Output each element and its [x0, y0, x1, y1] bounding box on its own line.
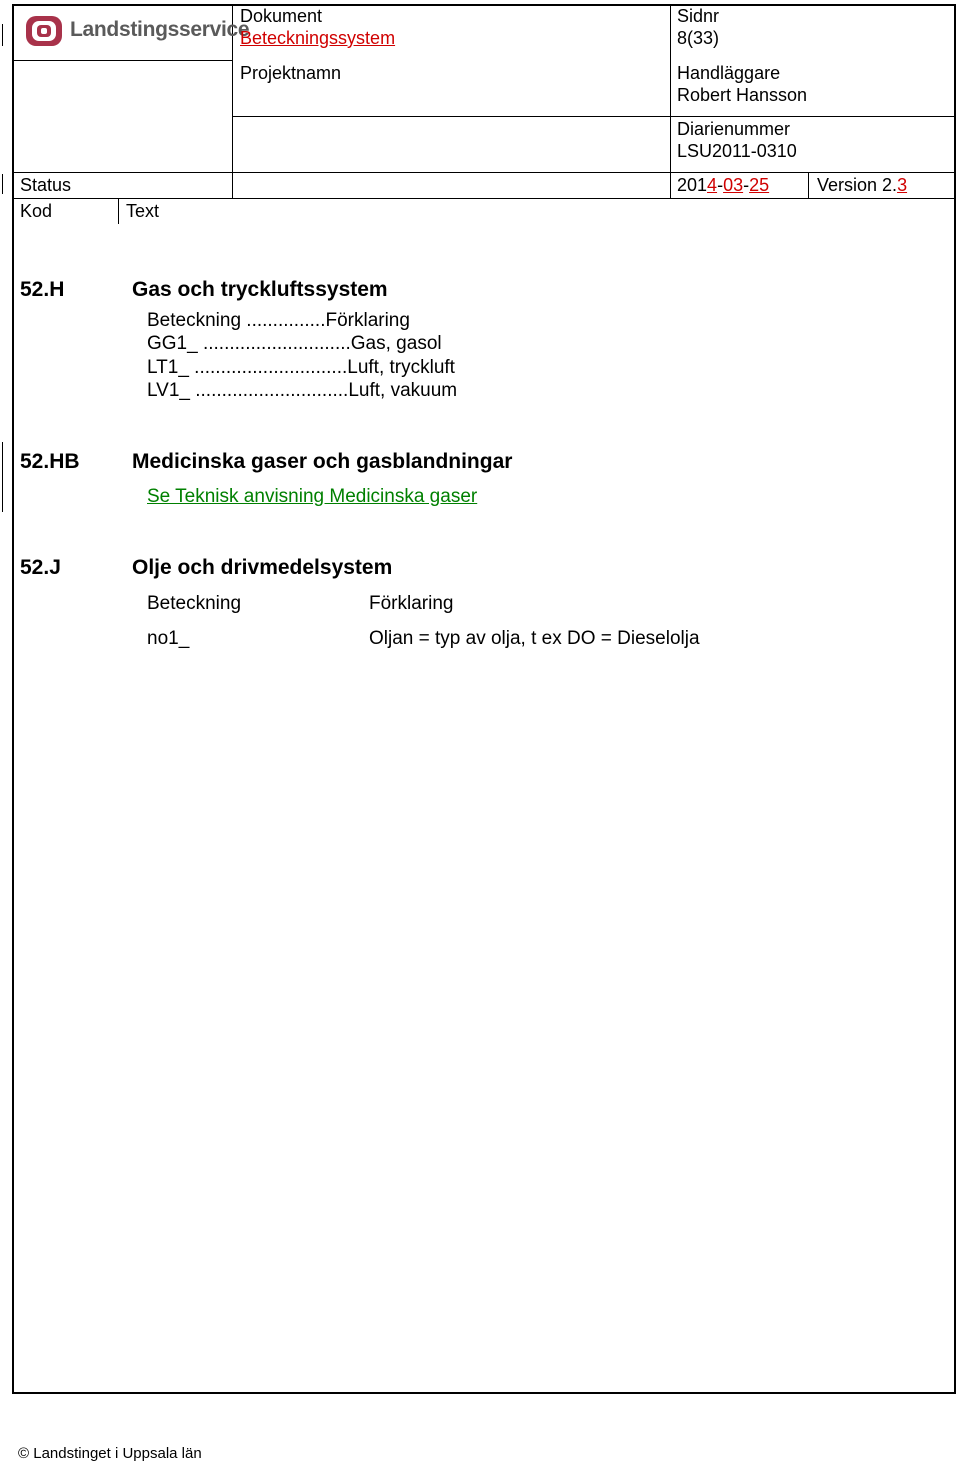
table-cell: Oljan = typ av olja, t ex DO = Dieselolja [369, 628, 700, 649]
reference-link[interactable]: Se Teknisk anvisning Medicinska gaser [147, 486, 478, 507]
date [677, 174, 769, 196]
handlaggare-value: Robert Hansson [677, 85, 808, 105]
column-header: Beteckning [147, 593, 242, 614]
handlaggare-label: Handläggare [677, 63, 781, 83]
section-title: Medicinska gaser och gasblandningar [132, 450, 513, 473]
section-code: 52.J [20, 556, 61, 579]
logo-mark-icon [24, 12, 64, 50]
list-item: Beteckning ...............Förklaring [147, 310, 410, 331]
diarienummer-label: Diarienummer [677, 119, 791, 139]
header-divider [14, 60, 232, 61]
logo [24, 12, 250, 52]
sidnr-value: 8(33) [677, 28, 720, 48]
status-label: Status [20, 175, 72, 195]
text-label: Text [126, 201, 160, 221]
header-divider [14, 198, 956, 199]
version-suffix: 3 [897, 175, 908, 195]
column-header: Förklaring [369, 593, 454, 614]
date-part: - [743, 175, 750, 195]
header-divider [808, 172, 809, 198]
date-part: 03 [723, 175, 744, 195]
logo-text: Landstingsservice [70, 18, 250, 41]
list-item: LT1_ .............................Luft, tryckluft [147, 357, 455, 378]
change-bar [2, 442, 3, 512]
dokument-label: Dokument [240, 6, 323, 26]
projektnamn-label: Projektnamn [240, 63, 342, 83]
change-bar [2, 24, 3, 46]
date-part: 4 [707, 175, 718, 195]
header-divider [232, 116, 956, 117]
section-title: Olje och drivmedelsystem [132, 556, 393, 579]
header-divider [118, 198, 119, 224]
section-code: 52.H [20, 278, 65, 301]
change-bar [2, 174, 3, 194]
dokument-value: Beteckningssystem [240, 28, 396, 48]
copyright-icon: © [18, 1445, 30, 1462]
date-part: 201 [677, 175, 708, 195]
kod-label: Kod [20, 201, 53, 221]
diarienummer-value: LSU2011-0310 [677, 141, 797, 161]
list-item: GG1_ ............................Gas, gasol [147, 333, 442, 354]
version-prefix: Version 2. [817, 175, 898, 195]
date-part: 25 [749, 175, 770, 195]
sidnr-label: Sidnr [677, 6, 720, 26]
list-item: LV1_ .............................Luft, vakuum [147, 380, 458, 401]
header-divider [14, 172, 956, 173]
footer-text: Landstinget i Uppsala län [33, 1445, 202, 1462]
section-code: 52.HB [20, 450, 80, 473]
footer [18, 1444, 202, 1464]
version [817, 174, 907, 196]
table-cell: no1_ [147, 628, 190, 649]
date-part: - [717, 175, 724, 195]
header-divider [670, 4, 671, 198]
section-title: Gas och tryckluftssystem [132, 278, 388, 301]
